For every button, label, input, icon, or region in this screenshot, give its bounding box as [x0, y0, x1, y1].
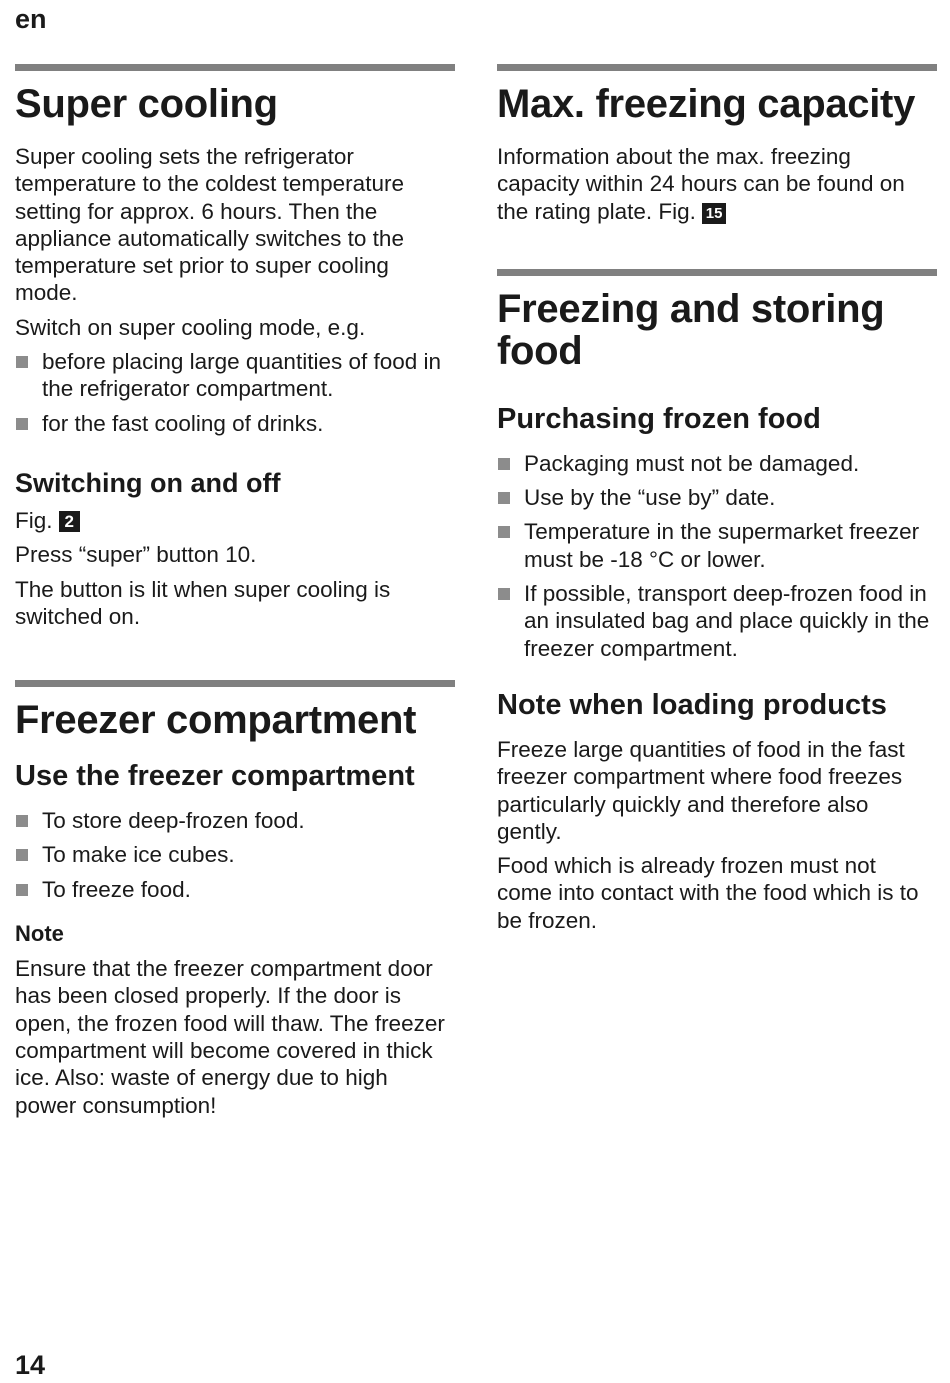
super-cooling-title: Super cooling	[15, 82, 278, 126]
use-freezer-title: Use the freezer compartment	[15, 760, 415, 793]
list-item-text: To freeze food.	[42, 876, 191, 902]
list-item-text: for the fast cooling of drinks.	[42, 410, 324, 436]
max-freezing-text	[497, 143, 917, 225]
square-bullet-icon	[498, 492, 510, 504]
left-column	[15, 64, 455, 1126]
max-freezing-title: Max. freezing capacity	[497, 82, 916, 126]
switching-title: Switching on and off	[15, 467, 281, 498]
square-bullet-icon	[16, 418, 28, 430]
super-cooling-switch-on: Switch on super cooling mode, e.g.	[15, 314, 366, 340]
super-cooling-bullet-list	[15, 348, 455, 437]
list-item-text: To make ice cubes.	[42, 842, 235, 868]
square-bullet-icon	[16, 356, 28, 368]
note-text: Ensure that the freezer compartment door has been closed properly. If the door is open, the frozen food will thaw. The freezer compartment will become covered in thick ice. Also: waste of energy due to high power consumption!	[15, 956, 445, 1118]
freezer-bullet-list	[15, 807, 455, 903]
square-bullet-icon	[16, 849, 28, 861]
switching-fig-ref	[15, 507, 455, 534]
list-item-text: before placing large quantities of food in the refrigerator compartment.	[42, 349, 442, 402]
freezing-storing-title: Freezing and storing food	[497, 286, 885, 373]
list-item	[15, 807, 455, 834]
purchasing-bullet-list	[497, 450, 937, 662]
square-bullet-icon	[498, 588, 510, 600]
section-divider	[497, 269, 937, 276]
list-item	[497, 518, 937, 573]
figure-number-badge: 2	[59, 511, 80, 532]
list-item	[15, 876, 455, 903]
section-divider	[15, 64, 455, 71]
note-title: Note	[15, 921, 64, 947]
loading-title: Note when loading products	[497, 688, 887, 721]
purchasing-title: Purchasing frozen food	[497, 402, 821, 435]
list-item	[497, 484, 937, 511]
switching-press: Press “super” button 10.	[15, 542, 257, 568]
square-bullet-icon	[498, 526, 510, 538]
square-bullet-icon	[16, 884, 28, 896]
square-bullet-icon	[16, 815, 28, 827]
fig-label: Fig.	[15, 507, 53, 533]
list-item-text: If possible, transport deep-frozen food in an insulated bag and place quickly in the freezer compartment.	[524, 581, 930, 661]
list-item-text: Use by the “use by” date.	[524, 485, 776, 511]
figure-number-badge: 15	[702, 203, 726, 224]
list-item	[15, 348, 455, 403]
list-item	[497, 450, 937, 477]
list-item-text: Packaging must not be damaged.	[524, 450, 860, 476]
language-code: en	[15, 4, 47, 34]
section-divider	[15, 680, 455, 687]
section-divider	[497, 64, 937, 71]
loading-text-2: Food which is already frozen must not come into contact with the food which is to be frozen.	[497, 853, 919, 933]
loading-text-1: Freeze large quantities of food in the fast freezer compartment where food freezes particularly quickly and therefore also gently.	[497, 736, 905, 844]
max-freezing-text-body: Information about the max. freezing capacity within 24 hours can be found on the rating plate. Fig.	[497, 144, 905, 224]
right-column	[497, 64, 937, 941]
super-cooling-intro: Super cooling sets the refrigerator temperature to the coldest temperature setting for approx. 6 hours. Then the appliance automatically switches to the temperature set prior to super cooling mode.	[15, 144, 404, 306]
freezer-compartment-title: Freezer compartment	[15, 698, 417, 743]
list-item	[497, 580, 937, 662]
list-item	[15, 841, 455, 868]
switching-lit: The button is lit when super cooling is switched on.	[15, 576, 391, 629]
list-item	[15, 410, 455, 437]
list-item-text: To store deep-frozen food.	[42, 808, 305, 834]
square-bullet-icon	[498, 458, 510, 470]
list-item-text: Temperature in the supermarket freezer must be -18 °C or lower.	[524, 519, 920, 572]
page-number: 14	[15, 1350, 46, 1380]
